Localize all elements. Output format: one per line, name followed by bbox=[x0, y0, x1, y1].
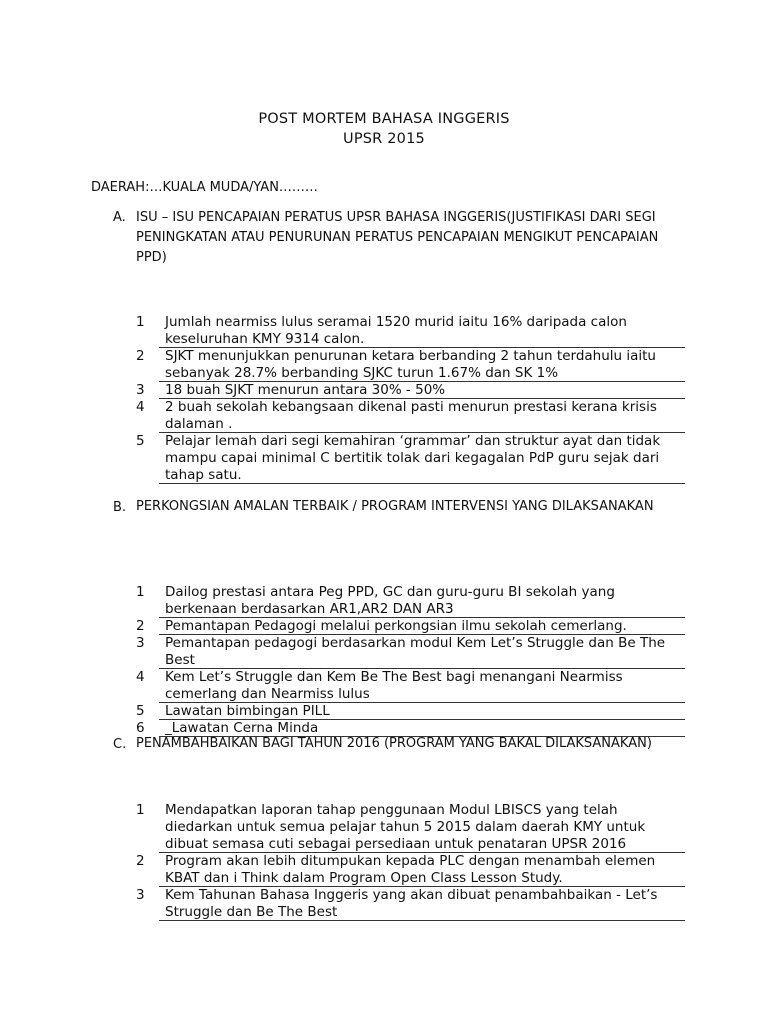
item-number: 6 bbox=[136, 720, 145, 736]
section-c-list bbox=[0, 802, 768, 921]
item-number: 1 bbox=[136, 584, 145, 600]
item-number: 2 bbox=[136, 618, 145, 634]
section-b-heading: PERKONGSIAN AMALAN TERBAIK / PROGRAM INTERVENSI YANG DILAKSANAKAN bbox=[136, 499, 654, 514]
section-a-letter: A. bbox=[113, 210, 126, 225]
item-number: 2 bbox=[136, 348, 145, 364]
list-item bbox=[0, 314, 768, 348]
list-item bbox=[0, 802, 768, 853]
section-b-letter: B. bbox=[113, 500, 127, 515]
item-number: 3 bbox=[136, 635, 145, 651]
item-text: Dailog prestasi antara Peg PPD, GC dan guru-guru BI sekolah yang berkenaan berdasarkan AR1,AR2 DAN AR3 bbox=[165, 584, 615, 617]
item-text: Kem Tahunan Bahasa Inggeris yang akan dibuat penambahbaikan - Let’s Struggle dan Be The Best bbox=[165, 887, 658, 920]
list-item bbox=[0, 433, 768, 484]
item-number: 5 bbox=[136, 703, 145, 719]
item-number: 2 bbox=[136, 853, 145, 869]
item-text: Mendapatkan laporan tahap penggunaan Modul LBISCS yang telah diedarkan untuk semua pelajar tahun 5 2015 dalam daerah KMY untuk dibuat semasa cuti sebagai persediaan untuk penataran UPSR 2016 bbox=[165, 802, 646, 852]
document-title: POST MORTEM BAHASA INGGERIS bbox=[258, 111, 510, 127]
item-text: Jumlah nearmiss lulus seramai 1520 murid iaitu 16% daripada calon keseluruhan KMY 9314 calon. bbox=[165, 314, 627, 347]
section-c-heading: PENAMBAHBAIKAN BAGI TAHUN 2016 (PROGRAM YANG BAKAL DILAKSANAKAN) bbox=[136, 736, 652, 751]
list-item bbox=[0, 348, 768, 382]
row-divider bbox=[159, 483, 685, 484]
item-number: 3 bbox=[136, 887, 145, 903]
item-text: Pemantapan Pedagogi melalui perkongsian ilmu sekolah cemerlang. bbox=[165, 618, 627, 634]
item-text: Kem Let’s Struggle dan Kem Be The Best bagi menangani Nearmiss cemerlang dan Nearmiss lulus bbox=[165, 669, 623, 702]
item-text: 2 buah sekolah kebangsaan dikenal pasti menurun prestasi kerana krisis dalaman . bbox=[165, 399, 657, 432]
list-item bbox=[0, 584, 768, 618]
list-item bbox=[0, 853, 768, 887]
item-number: 4 bbox=[136, 669, 145, 685]
section-b-list bbox=[0, 584, 768, 737]
item-text: Pelajar lemah dari segi kemahiran ‘grammar’ dan struktur ayat dan tidak mampu capai minimal C bertitik tolak dari kegagalan PdP guru sejak dari tahap satu. bbox=[165, 433, 661, 483]
item-text: Lawatan bimbingan PILL bbox=[165, 703, 330, 719]
row-divider bbox=[159, 920, 685, 921]
list-item bbox=[0, 618, 768, 635]
item-text: SJKT menunjukkan penurunan ketara berbanding 2 tahun terdahulu iaitu sebanyak 28.7% berbanding SJKC turun 1.67% dan SK 1% bbox=[165, 348, 656, 381]
item-text: _Lawatan Cerna Minda bbox=[165, 720, 319, 736]
item-text: Program akan lebih ditumpukan kepada PLC dengan menambah elemen KBAT dan i Think dalam Program Open Class Lesson Study. bbox=[165, 853, 656, 886]
item-text: Pemantapan pedagogi berdasarkan modul Kem Let’s Struggle dan Be The Best bbox=[165, 635, 666, 668]
document-subtitle: UPSR 2015 bbox=[343, 131, 425, 147]
list-item bbox=[0, 887, 768, 921]
item-number: 1 bbox=[136, 314, 145, 330]
item-text: 18 buah SJKT menurun antara 30% - 50% bbox=[165, 382, 446, 398]
section-a-list bbox=[0, 314, 768, 484]
daerah-label: DAERAH:…KUALA MUDA/YAN……… bbox=[91, 180, 318, 195]
list-item bbox=[0, 399, 768, 433]
item-number: 3 bbox=[136, 382, 145, 398]
list-item bbox=[0, 703, 768, 720]
list-item bbox=[0, 635, 768, 669]
item-number: 1 bbox=[136, 802, 145, 818]
section-c-letter: C. bbox=[113, 737, 127, 752]
item-number: 4 bbox=[136, 399, 145, 415]
list-item bbox=[0, 382, 768, 399]
item-number: 5 bbox=[136, 433, 145, 449]
list-item bbox=[0, 669, 768, 703]
section-a-heading: ISU – ISU PENCAPAIAN PERATUS UPSR BAHASA INGGERIS(JUSTIFIKASI DARI SEGI PENINGKATAN ATAU PENURUNAN PERATUS PENCAPAIAN MENGIKUT PENCAPAIAN PPD) bbox=[136, 210, 659, 265]
